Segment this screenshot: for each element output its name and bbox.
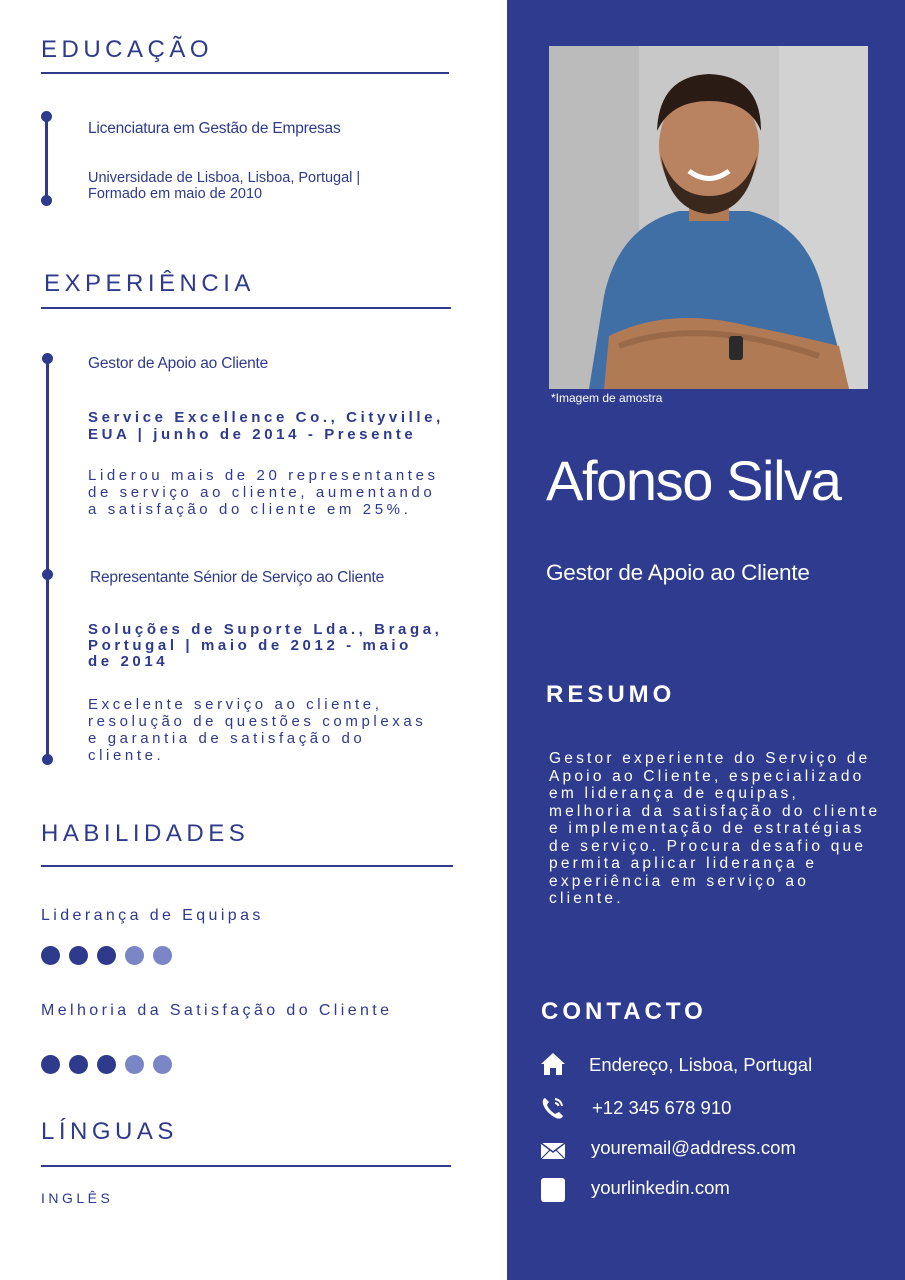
experience-title: EXPERIÊNCIA xyxy=(44,270,255,297)
contact-linkedin[interactable]: yourlinkedin.com xyxy=(591,1177,730,1198)
skill-name: Liderança de Equipas xyxy=(41,907,264,924)
experience-rule xyxy=(41,307,451,309)
rating-dot-filled xyxy=(41,1055,60,1074)
candidate-name: Afonso Silva xyxy=(546,449,841,512)
profile-photo xyxy=(549,46,868,389)
education-rule xyxy=(41,72,449,74)
linkedin-icon xyxy=(540,1177,566,1203)
school-line: Formado em maio de 2010 xyxy=(88,186,263,202)
job-role: Gestor de Apoio ao Cliente xyxy=(88,355,269,372)
education-title: EDUCAÇÃO xyxy=(41,36,214,63)
contact-address: Endereço, Lisboa, Portugal xyxy=(589,1054,813,1075)
job-description: a satisfação do cliente em 25%. xyxy=(88,501,412,518)
timeline-line xyxy=(45,116,48,200)
contact-phone[interactable]: +12 345 678 910 xyxy=(592,1097,732,1118)
job-company: Portugal | maio de 2012 - maio xyxy=(88,637,412,654)
rating-dot-filled xyxy=(69,1055,88,1074)
rating-dot-filled xyxy=(41,946,60,965)
contact-address-row xyxy=(540,1051,566,1077)
job-description: Excelente serviço ao cliente, xyxy=(88,696,383,713)
summary-title: RESUMO xyxy=(546,681,676,708)
photo-caption: *Imagem de amostra xyxy=(551,391,663,405)
job-description: de serviço ao cliente, aumentando xyxy=(88,484,436,501)
contact-linkedin-row xyxy=(540,1177,566,1203)
contact-email-row xyxy=(540,1138,566,1164)
job-company: Service Excellence Co., Cityville, xyxy=(88,409,444,426)
skill-rating xyxy=(41,1055,172,1074)
rating-dot-filled xyxy=(97,1055,116,1074)
job-company: de 2014 xyxy=(88,653,169,670)
envelope-icon xyxy=(540,1138,566,1164)
summary-text: Gestor experiente do Serviço de Apoio ao Cliente, especializado em liderança de equipas, melhoria da satisfação do cliente e implementação de estratégias de serviço. Procura desafio que permita aplicar liderança e experiência em serviço ao cliente. xyxy=(549,750,881,907)
timeline-dot xyxy=(42,569,53,580)
skill-rating xyxy=(41,946,172,965)
degree-title: Licenciatura em Gestão de Empresas xyxy=(88,120,341,137)
skill-name: Melhoria da Satisfação do Cliente xyxy=(41,1002,393,1019)
contact-email[interactable]: youremail@address.com xyxy=(591,1137,796,1158)
rating-dot-filled xyxy=(97,946,116,965)
school-line: Universidade de Lisboa, Lisboa, Portugal | xyxy=(88,170,361,186)
rating-dot-empty xyxy=(125,1055,144,1074)
rating-dot-empty xyxy=(153,1055,172,1074)
timeline-dot xyxy=(42,754,53,765)
contact-phone-row xyxy=(540,1095,566,1121)
language-item: INGLÊS xyxy=(41,1190,114,1206)
phone-icon xyxy=(540,1095,566,1121)
job-description: cliente. xyxy=(88,747,165,764)
candidate-role: Gestor de Apoio ao Cliente xyxy=(546,560,810,585)
job-company: Soluções de Suporte Lda., Braga, xyxy=(88,621,443,638)
job-description: resolução de questões complexas xyxy=(88,713,427,730)
person-illustration xyxy=(549,46,868,389)
contact-title: CONTACTO xyxy=(541,998,707,1025)
home-icon xyxy=(540,1051,566,1077)
skills-rule xyxy=(41,865,453,867)
languages-title: LÍNGUAS xyxy=(41,1118,178,1145)
timeline-line xyxy=(46,358,49,760)
rating-dot-filled xyxy=(69,946,88,965)
job-description: e garantia de satisfação do xyxy=(88,730,366,747)
rating-dot-empty xyxy=(153,946,172,965)
languages-rule xyxy=(41,1165,451,1167)
timeline-dot xyxy=(41,195,52,206)
rating-dot-empty xyxy=(125,946,144,965)
job-role: Representante Sénior de Serviço ao Cliente xyxy=(90,569,385,586)
job-description: Liderou mais de 20 representantes xyxy=(88,467,439,484)
skills-title: HABILIDADES xyxy=(41,820,250,847)
job-company: EUA | junho de 2014 - Presente xyxy=(88,426,417,443)
